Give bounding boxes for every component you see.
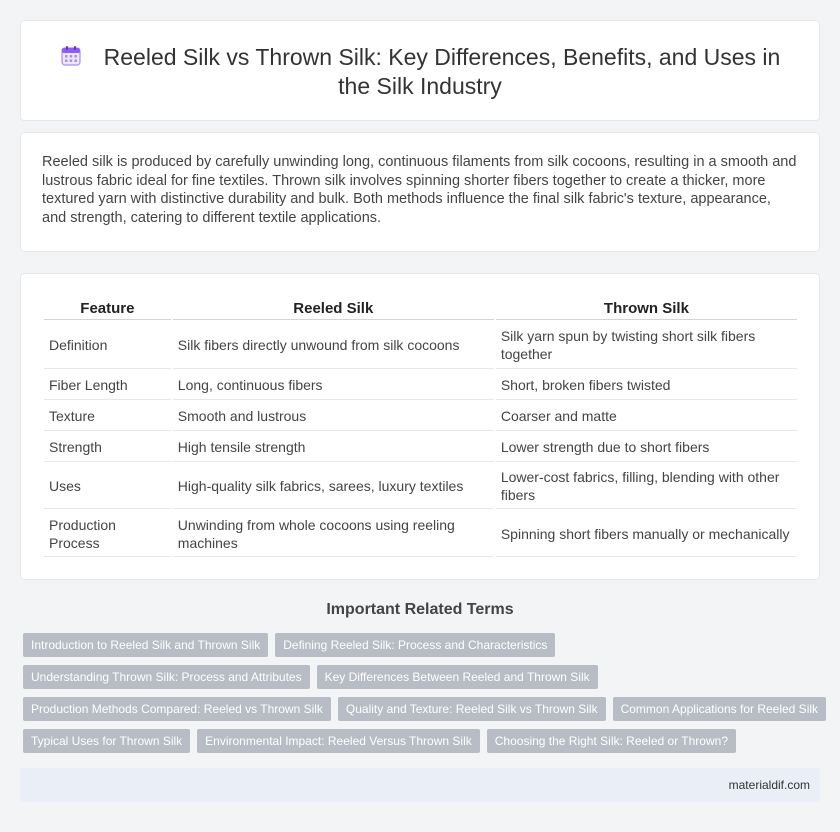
intro-card (20, 132, 820, 252)
table-cell: Lower strength due to short fibers (496, 433, 797, 462)
table-cell: Short, broken fibers twisted (496, 371, 797, 400)
footer-site-name: materialdif.com (728, 778, 810, 792)
page-title-text: Reeled Silk vs Thrown Silk: Key Differences, Benefits, and Uses in the Silk Industry (103, 44, 781, 99)
table-cell: Unwinding from whole cocoons using reeling machines (173, 511, 494, 557)
comparison-table-card (20, 273, 820, 580)
header-card (20, 20, 820, 121)
tag-row (23, 697, 823, 721)
header-feature: Feature (44, 296, 171, 320)
related-terms-title: Important Related Terms (326, 601, 514, 618)
comparison-table (42, 294, 799, 559)
related-term-tag[interactable]: Key Differences Between Reeled and Thrown Silk (317, 665, 598, 689)
table-cell: Spinning short fibers manually or mechanically (496, 511, 797, 557)
related-term-tag[interactable]: Choosing the Right Silk: Reeled or Thrown? (487, 729, 736, 753)
related-term-tag[interactable]: Typical Uses for Thrown Silk (23, 729, 190, 753)
table-row (44, 371, 797, 400)
table-header-row (44, 296, 797, 320)
intro-paragraph: Reeled silk is produced by carefully unwinding long, continuous filaments from silk cocoons, resulting in a smooth and lustrous fabric ideal for fine textiles. Thrown silk involves spinning shorter fibers together to create a thicker, more textured yarn with distinctive durability and bulk. Both methods influence the final silk fabric's texture, appearance, and strength, catering to different textile applications. (42, 154, 797, 226)
footer (20, 768, 820, 802)
table-cell: Lower-cost fabrics, filling, blending with other fibers (496, 464, 797, 509)
related-term-tag[interactable]: Defining Reeled Silk: Process and Characteristics (275, 633, 555, 657)
header-thrown-silk: Thrown Silk (496, 296, 797, 320)
table-row (44, 464, 797, 509)
table-cell: Silk yarn spun by twisting short silk fibers together (496, 322, 797, 369)
table-cell: Smooth and lustrous (173, 402, 494, 431)
related-term-tag[interactable]: Environmental Impact: Reeled Versus Thrown Silk (197, 729, 480, 753)
table-cell: Strength (44, 433, 171, 462)
table-cell: High-quality silk fabrics, sarees, luxury textiles (173, 464, 494, 509)
related-term-tag[interactable]: Understanding Thrown Silk: Process and Attributes (23, 665, 310, 689)
related-term-tag[interactable]: Quality and Texture: Reeled Silk vs Thrown Silk (338, 697, 606, 721)
table-cell: Uses (44, 464, 171, 509)
table-cell: Fiber Length (44, 371, 171, 400)
tag-row (23, 665, 823, 689)
related-terms-tags (23, 633, 823, 761)
table-row (44, 402, 797, 431)
table-row (44, 322, 797, 369)
related-term-tag[interactable]: Production Methods Compared: Reeled vs Thrown Silk (23, 697, 331, 721)
table-cell: High tensile strength (173, 433, 494, 462)
tag-row (23, 729, 823, 753)
table-cell: Coarser and matte (496, 402, 797, 431)
related-term-tag[interactable]: Common Applications for Reeled Silk (613, 697, 826, 721)
page-title (57, 43, 783, 101)
table-cell: Long, continuous fibers (173, 371, 494, 400)
table-cell: Definition (44, 322, 171, 369)
table-cell: Production Process (44, 511, 171, 557)
table-row (44, 433, 797, 462)
table-cell: Silk fibers directly unwound from silk cocoons (173, 322, 494, 369)
calendar-icon (60, 45, 82, 67)
header (21, 43, 819, 101)
header-reeled-silk: Reeled Silk (173, 296, 494, 320)
tag-row (23, 633, 823, 657)
related-term-tag[interactable]: Introduction to Reeled Silk and Thrown Silk (23, 633, 268, 657)
table-row (44, 511, 797, 557)
table-cell: Texture (44, 402, 171, 431)
